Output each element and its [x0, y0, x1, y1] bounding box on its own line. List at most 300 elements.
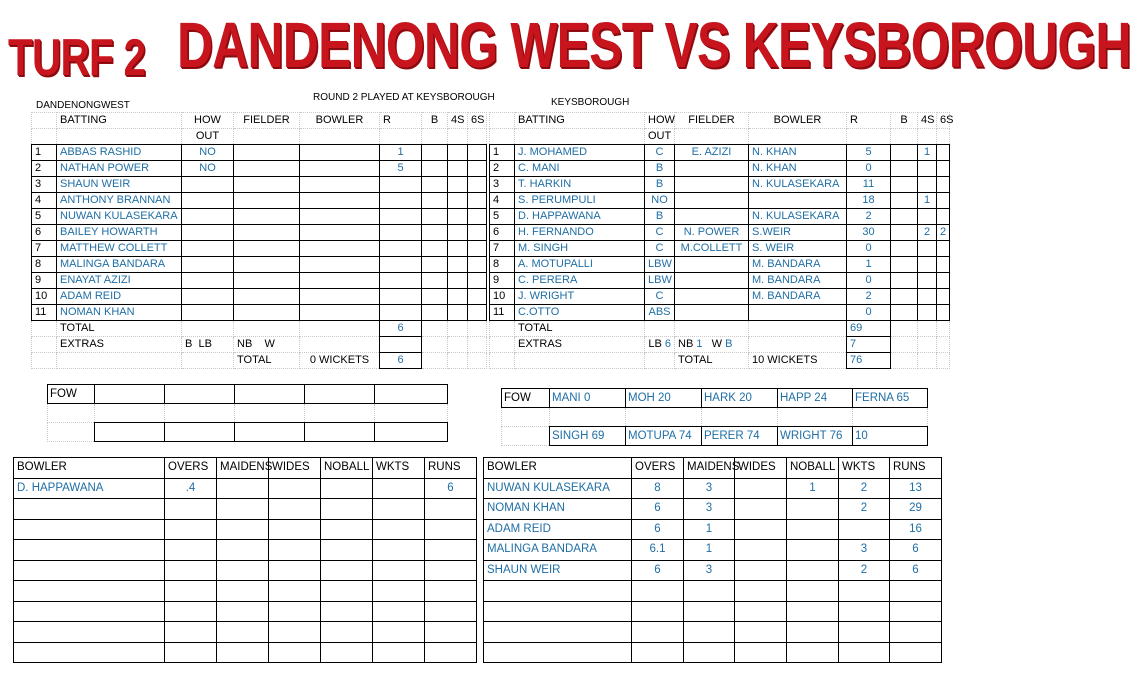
fow-entry: FERNA 65 [853, 389, 928, 408]
batter-number: 9 [490, 273, 515, 289]
batter-number: 11 [32, 305, 57, 321]
batter-name: MATTHEW COLLETT [57, 241, 182, 257]
wkts [373, 601, 425, 622]
table-row [32, 289, 487, 305]
cell [300, 337, 380, 353]
sixes [937, 209, 950, 225]
wkts [839, 581, 890, 602]
fow-entry: WRIGHT 76 [778, 427, 853, 446]
batter-name: ABBAS RASHID [57, 145, 182, 161]
batter-name: S. PERUMPULI [515, 193, 645, 209]
batter-number: 8 [32, 257, 57, 273]
how-out: NO [182, 161, 234, 177]
wides [735, 581, 787, 602]
maidens: 1 [684, 540, 735, 561]
balls [422, 145, 448, 161]
bowler [300, 177, 380, 193]
batter-name: D. HAPPAWANA [515, 209, 645, 225]
col-bowler: BOWLER [749, 113, 847, 129]
overs: 6 [632, 499, 684, 520]
table-row [490, 177, 950, 193]
bowler-name [14, 601, 165, 622]
cell [891, 353, 918, 369]
bowler: N. KHAN [749, 161, 847, 177]
wides [269, 642, 321, 663]
overs [165, 622, 217, 643]
col-4s: 4S [918, 113, 937, 129]
sixes [937, 177, 950, 193]
batter-name: NATHAN POWER [57, 161, 182, 177]
bowler [300, 289, 380, 305]
extras-nb-w [234, 337, 300, 353]
runs [425, 601, 477, 622]
fours [918, 305, 937, 321]
how-out: C [645, 241, 675, 257]
fielder: N. POWER [675, 225, 749, 241]
fow-entry: MOH 20 [626, 389, 702, 408]
fours [448, 225, 468, 241]
table-row [14, 622, 477, 643]
col-overs: OVERS [632, 458, 684, 479]
wkts [373, 499, 425, 520]
fours [918, 273, 937, 289]
col-runs: RUNS [890, 458, 942, 479]
sixes [937, 241, 950, 257]
noball [787, 499, 839, 520]
batter-name: ENAYAT AZIZI [57, 273, 182, 289]
fours [918, 289, 937, 305]
total-value: 6 [380, 321, 422, 337]
total2-value: 76 [847, 353, 891, 369]
batter-name: A. MOTUPALLI [515, 257, 645, 273]
fielder: M.COLLETT [675, 241, 749, 257]
table-row [490, 241, 950, 257]
fielder [675, 289, 749, 305]
bowler-name [14, 642, 165, 663]
table-row [14, 560, 477, 581]
extras-lb [645, 337, 675, 353]
table-row [32, 193, 487, 209]
cell [448, 353, 468, 369]
cell [234, 321, 300, 337]
header-row [14, 458, 477, 479]
fours [448, 161, 468, 177]
table-row [14, 581, 477, 602]
sixes [937, 273, 950, 289]
batter-number: 3 [32, 177, 57, 193]
noball [321, 499, 373, 520]
col-out: OUT [645, 129, 675, 145]
sixes [468, 241, 487, 257]
runs: 13 [890, 478, 942, 499]
runs: 5 [380, 161, 422, 177]
overs [632, 581, 684, 602]
batter-number: 6 [32, 225, 57, 241]
bowler: S.WEIR [749, 225, 847, 241]
bowler [749, 193, 847, 209]
noball [321, 581, 373, 602]
runs [380, 225, 422, 241]
total2-label: TOTAL [234, 353, 300, 369]
overs [632, 601, 684, 622]
col-runs: RUNS [425, 458, 477, 479]
fielder: E. AZIZI [675, 145, 749, 161]
batter-name: MALINGA BANDARA [57, 257, 182, 273]
sixes [468, 193, 487, 209]
fielder [234, 241, 300, 257]
runs [380, 273, 422, 289]
bowler [300, 209, 380, 225]
fours [918, 177, 937, 193]
batter-name: H. FERNANDO [515, 225, 645, 241]
bowler-name: NOMAN KHAN [484, 499, 632, 520]
balls [891, 305, 918, 321]
bowler-name [14, 519, 165, 540]
table-row [490, 225, 950, 241]
away-fow-table [501, 388, 928, 446]
sixes [468, 209, 487, 225]
runs: 6 [890, 540, 942, 561]
fielder [234, 177, 300, 193]
batter-number: 1 [32, 145, 57, 161]
col-out: OUT [182, 129, 234, 145]
wides [269, 622, 321, 643]
fow-entry: PERER 74 [702, 427, 778, 446]
balls [422, 241, 448, 257]
balls [891, 161, 918, 177]
cell [918, 321, 937, 337]
bowler-name [14, 499, 165, 520]
balls [891, 273, 918, 289]
table-row [32, 257, 487, 273]
sixes [937, 145, 950, 161]
table-row [490, 145, 950, 161]
bowler: N. KULASEKARA [749, 177, 847, 193]
maidens [217, 622, 269, 643]
balls [422, 257, 448, 273]
overs [165, 642, 217, 663]
fielder [234, 289, 300, 305]
balls [422, 193, 448, 209]
sixes: 2 [937, 225, 950, 241]
noball [321, 642, 373, 663]
cell [749, 337, 847, 353]
noball [787, 540, 839, 561]
balls [891, 289, 918, 305]
wkts [373, 560, 425, 581]
table-row [32, 273, 487, 289]
balls [891, 225, 918, 241]
bowler-name: MALINGA BANDARA [484, 540, 632, 561]
cell [32, 353, 57, 369]
cell [937, 337, 950, 353]
sixes [937, 257, 950, 273]
cell [749, 321, 847, 337]
home-batting-table [31, 112, 487, 369]
sixes [468, 145, 487, 161]
table-row [490, 289, 950, 305]
bowler-name [14, 560, 165, 581]
maidens [217, 499, 269, 520]
sixes [937, 161, 950, 177]
runs: 29 [890, 499, 942, 520]
cell [490, 321, 515, 337]
bowler: N. KHAN [749, 145, 847, 161]
bowler [300, 273, 380, 289]
extras-label: EXTRAS [515, 337, 645, 353]
overs [165, 540, 217, 561]
runs [380, 177, 422, 193]
batter-name: C. MANI [515, 161, 645, 177]
cell [937, 321, 950, 337]
table-row [490, 273, 950, 289]
cell [490, 353, 515, 369]
extras-lb-label: LB [648, 338, 662, 350]
maidens [684, 581, 735, 602]
home-bowling-table [13, 457, 477, 663]
fours [918, 209, 937, 225]
sixes [468, 273, 487, 289]
fielder [234, 273, 300, 289]
fours [448, 257, 468, 273]
wkts [373, 622, 425, 643]
bowler-name [14, 581, 165, 602]
maidens [217, 642, 269, 663]
sixes [468, 257, 487, 273]
how-out: C [645, 225, 675, 241]
bowler-name: ADAM REID [484, 519, 632, 540]
total2-value: 6 [380, 353, 422, 369]
bowler [749, 305, 847, 321]
bowler: S. WEIR [749, 241, 847, 257]
extras-nb-value: 1 [696, 338, 703, 350]
overs [165, 499, 217, 520]
table-row [490, 161, 950, 177]
cell [422, 321, 448, 337]
match-title: DANDENONG WEST VS KEYSBOROUGH [177, 9, 1131, 81]
col-how: HOW [645, 113, 675, 129]
table-row [32, 209, 487, 225]
runs [380, 257, 422, 273]
batter-number: 2 [490, 161, 515, 177]
runs [425, 642, 477, 663]
overs: 6.1 [632, 540, 684, 561]
col-b: B [891, 113, 918, 129]
col-bowler: BOWLER [300, 113, 380, 129]
runs [425, 519, 477, 540]
runs [890, 581, 942, 602]
cell [891, 321, 918, 337]
cell [182, 353, 234, 369]
maidens [684, 622, 735, 643]
col-how: HOW [182, 113, 234, 129]
wkts: 3 [839, 540, 890, 561]
extras-value: 7 [847, 337, 891, 353]
table-row [484, 519, 942, 540]
runs [425, 581, 477, 602]
how-out: C [645, 289, 675, 305]
col-4s: 4S [448, 113, 468, 129]
maidens [217, 601, 269, 622]
how-out: B [645, 177, 675, 193]
runs: 16 [890, 519, 942, 540]
bowler: M. BANDARA [749, 289, 847, 305]
wides [269, 519, 321, 540]
col-bowler: BOWLER [14, 458, 165, 479]
batter-number: 9 [32, 273, 57, 289]
cell [32, 321, 57, 337]
bowler-name: D. HAPPAWANA [14, 478, 165, 499]
maidens [217, 581, 269, 602]
col-maidens: MAIDENS [684, 458, 735, 479]
extras-b: B [185, 338, 193, 350]
cell [468, 353, 487, 369]
cell [645, 321, 675, 337]
extras-w-label: W [711, 338, 723, 350]
bowler-name [14, 540, 165, 561]
table-row [484, 540, 942, 561]
wides [735, 540, 787, 561]
col-bowler: BOWLER [484, 458, 632, 479]
col-r: R [380, 113, 422, 129]
runs [380, 193, 422, 209]
wkts [373, 540, 425, 561]
col-wkts: WKTS [839, 458, 890, 479]
balls [891, 193, 918, 209]
fow-entry: SINGH 69 [550, 427, 626, 446]
runs [380, 289, 422, 305]
noball: 1 [787, 478, 839, 499]
fow-entry: MANI 0 [550, 389, 626, 408]
fielder [234, 257, 300, 273]
runs: 5 [847, 145, 891, 161]
extras-nb: NB [237, 338, 253, 350]
batter-number: 7 [490, 241, 515, 257]
how-out [182, 209, 234, 225]
bowler-name [484, 622, 632, 643]
fielder [675, 177, 749, 193]
runs: 1 [380, 145, 422, 161]
bowler [300, 305, 380, 321]
table-row [484, 499, 942, 520]
how-out [182, 305, 234, 321]
fours: 2 [918, 225, 937, 241]
sixes [468, 305, 487, 321]
cell [32, 337, 57, 353]
wkts [839, 519, 890, 540]
extras-lb: LB [198, 338, 212, 350]
home-team-name: DANDENONGWEST [36, 100, 130, 111]
maidens [217, 478, 269, 499]
total-label: TOTAL [515, 321, 645, 337]
balls [422, 209, 448, 225]
runs: 0 [847, 273, 891, 289]
overs: .4 [165, 478, 217, 499]
maidens [684, 642, 735, 663]
runs [380, 241, 422, 257]
table-row [490, 305, 950, 321]
bowler [300, 257, 380, 273]
noball [321, 478, 373, 499]
runs: 0 [847, 305, 891, 321]
batter-number: 11 [490, 305, 515, 321]
round-info: ROUND 2 PLAYED AT KEYSBOROUGH [313, 92, 495, 103]
runs: 1 [847, 257, 891, 273]
how-out [182, 257, 234, 273]
runs [380, 305, 422, 321]
sixes [468, 289, 487, 305]
batter-number: 5 [490, 209, 515, 225]
table-row [484, 622, 942, 643]
fielder [234, 145, 300, 161]
overs [165, 601, 217, 622]
bowler [300, 145, 380, 161]
wkts [373, 642, 425, 663]
table-row [32, 161, 487, 177]
table-row [484, 478, 942, 499]
table-row [32, 145, 487, 161]
wides [735, 560, 787, 581]
cell [468, 337, 487, 353]
overs: 6 [632, 519, 684, 540]
balls [422, 305, 448, 321]
table-row [490, 193, 950, 209]
runs: 6 [425, 478, 477, 499]
total-label: TOTAL [57, 321, 182, 337]
cell [182, 321, 234, 337]
noball [787, 622, 839, 643]
col-wides: WIDES [269, 458, 321, 479]
table-row [32, 241, 487, 257]
extras-w-value: B [725, 338, 733, 350]
extras-lb-value: 6 [664, 338, 671, 350]
overs [632, 642, 684, 663]
fielder [675, 193, 749, 209]
cell [891, 337, 918, 353]
table-row [14, 540, 477, 561]
batter-name: ADAM REID [57, 289, 182, 305]
cell [468, 321, 487, 337]
batter-number: 3 [490, 177, 515, 193]
fours [448, 209, 468, 225]
balls [422, 225, 448, 241]
fow-entry: MOTUPA 74 [626, 427, 702, 446]
header-row [32, 113, 487, 129]
header-row-2 [490, 129, 950, 145]
noball [321, 540, 373, 561]
cell [300, 321, 380, 337]
fielder [675, 209, 749, 225]
how-out: NO [182, 145, 234, 161]
table-row [32, 225, 487, 241]
wickets: 0 WICKETS [300, 353, 380, 369]
fours [448, 177, 468, 193]
cell [515, 353, 645, 369]
batter-number: 10 [32, 289, 57, 305]
sixes [937, 193, 950, 209]
how-out: LBW [645, 257, 675, 273]
extras-w: W [264, 338, 275, 350]
wides [269, 540, 321, 561]
batter-number: 4 [32, 193, 57, 209]
cell [675, 321, 749, 337]
overs [165, 519, 217, 540]
balls [422, 289, 448, 305]
runs: 11 [847, 177, 891, 193]
noball [787, 601, 839, 622]
fours [448, 273, 468, 289]
wkts [373, 581, 425, 602]
